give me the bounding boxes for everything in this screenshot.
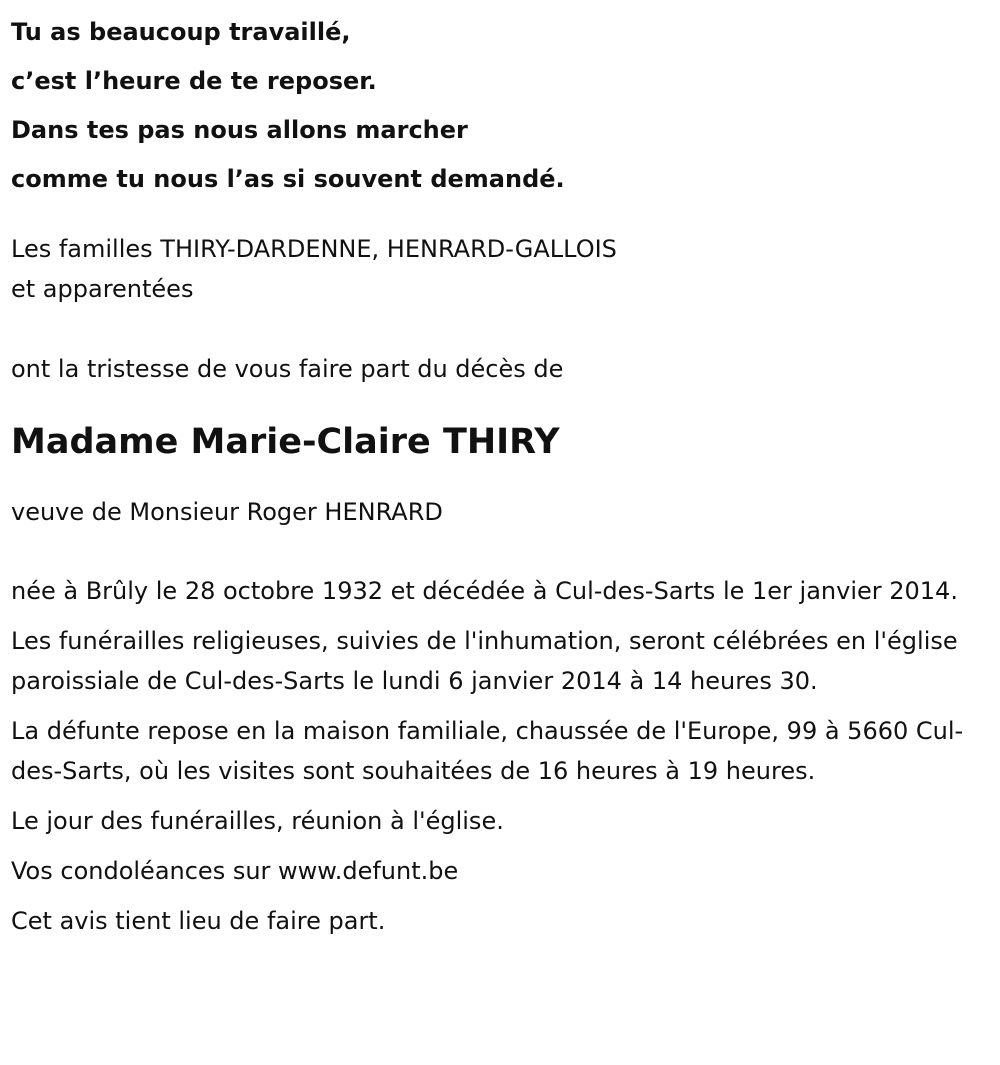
families-line: et apparentées: [11, 275, 194, 303]
notice-paragraph: Cet avis tient lieu de faire part.: [11, 907, 386, 935]
condolences-paragraph: Vos condoléances sur www.defunt.be: [11, 857, 459, 885]
repose-paragraph: La défunte repose en la maison familiale, chaussée de l'Europe, 99 à 5660 Cul-des-Sarts, où les visites sont souhaitées de 16 heures à 19 heures.: [11, 717, 964, 785]
families-line: Les familles THIRY-DARDENNE, HENRARD-GALLOIS: [11, 235, 617, 263]
families-block: [11, 229, 996, 309]
poem-line: comme tu nous l’as si souvent demandé.: [11, 165, 565, 193]
poem-line: Tu as beaucoup travaillé,: [11, 18, 351, 46]
widow-of-text: veuve de Monsieur Roger HENRARD: [11, 498, 443, 526]
obituary-notice: [11, 8, 996, 951]
birth-death-paragraph: née à Brûly le 28 octobre 1932 et décédée à Cul-des-Sarts le 1er janvier 2014.: [11, 577, 958, 605]
spacer: [11, 204, 996, 229]
deceased-name: Madame Marie-Claire THIRY: [11, 422, 560, 462]
meeting-paragraph: Le jour des funérailles, réunion à l'église.: [11, 807, 504, 835]
funeral-paragraph: Les funérailles religieuses, suivies de l'inhumation, seront célébrées en l'église paroissiale de Cul-des-Sarts le lundi 6 janvier 2014 à 14 heures 30.: [11, 627, 958, 695]
poem-line: c’est l’heure de te reposer.: [11, 67, 377, 95]
poem: [11, 8, 996, 204]
announcement-text: ont la tristesse de vous faire part du décès de: [11, 355, 564, 383]
spacer: [11, 309, 996, 349]
details-block: [11, 571, 996, 941]
poem-line: Dans tes pas nous allons marcher: [11, 116, 468, 144]
